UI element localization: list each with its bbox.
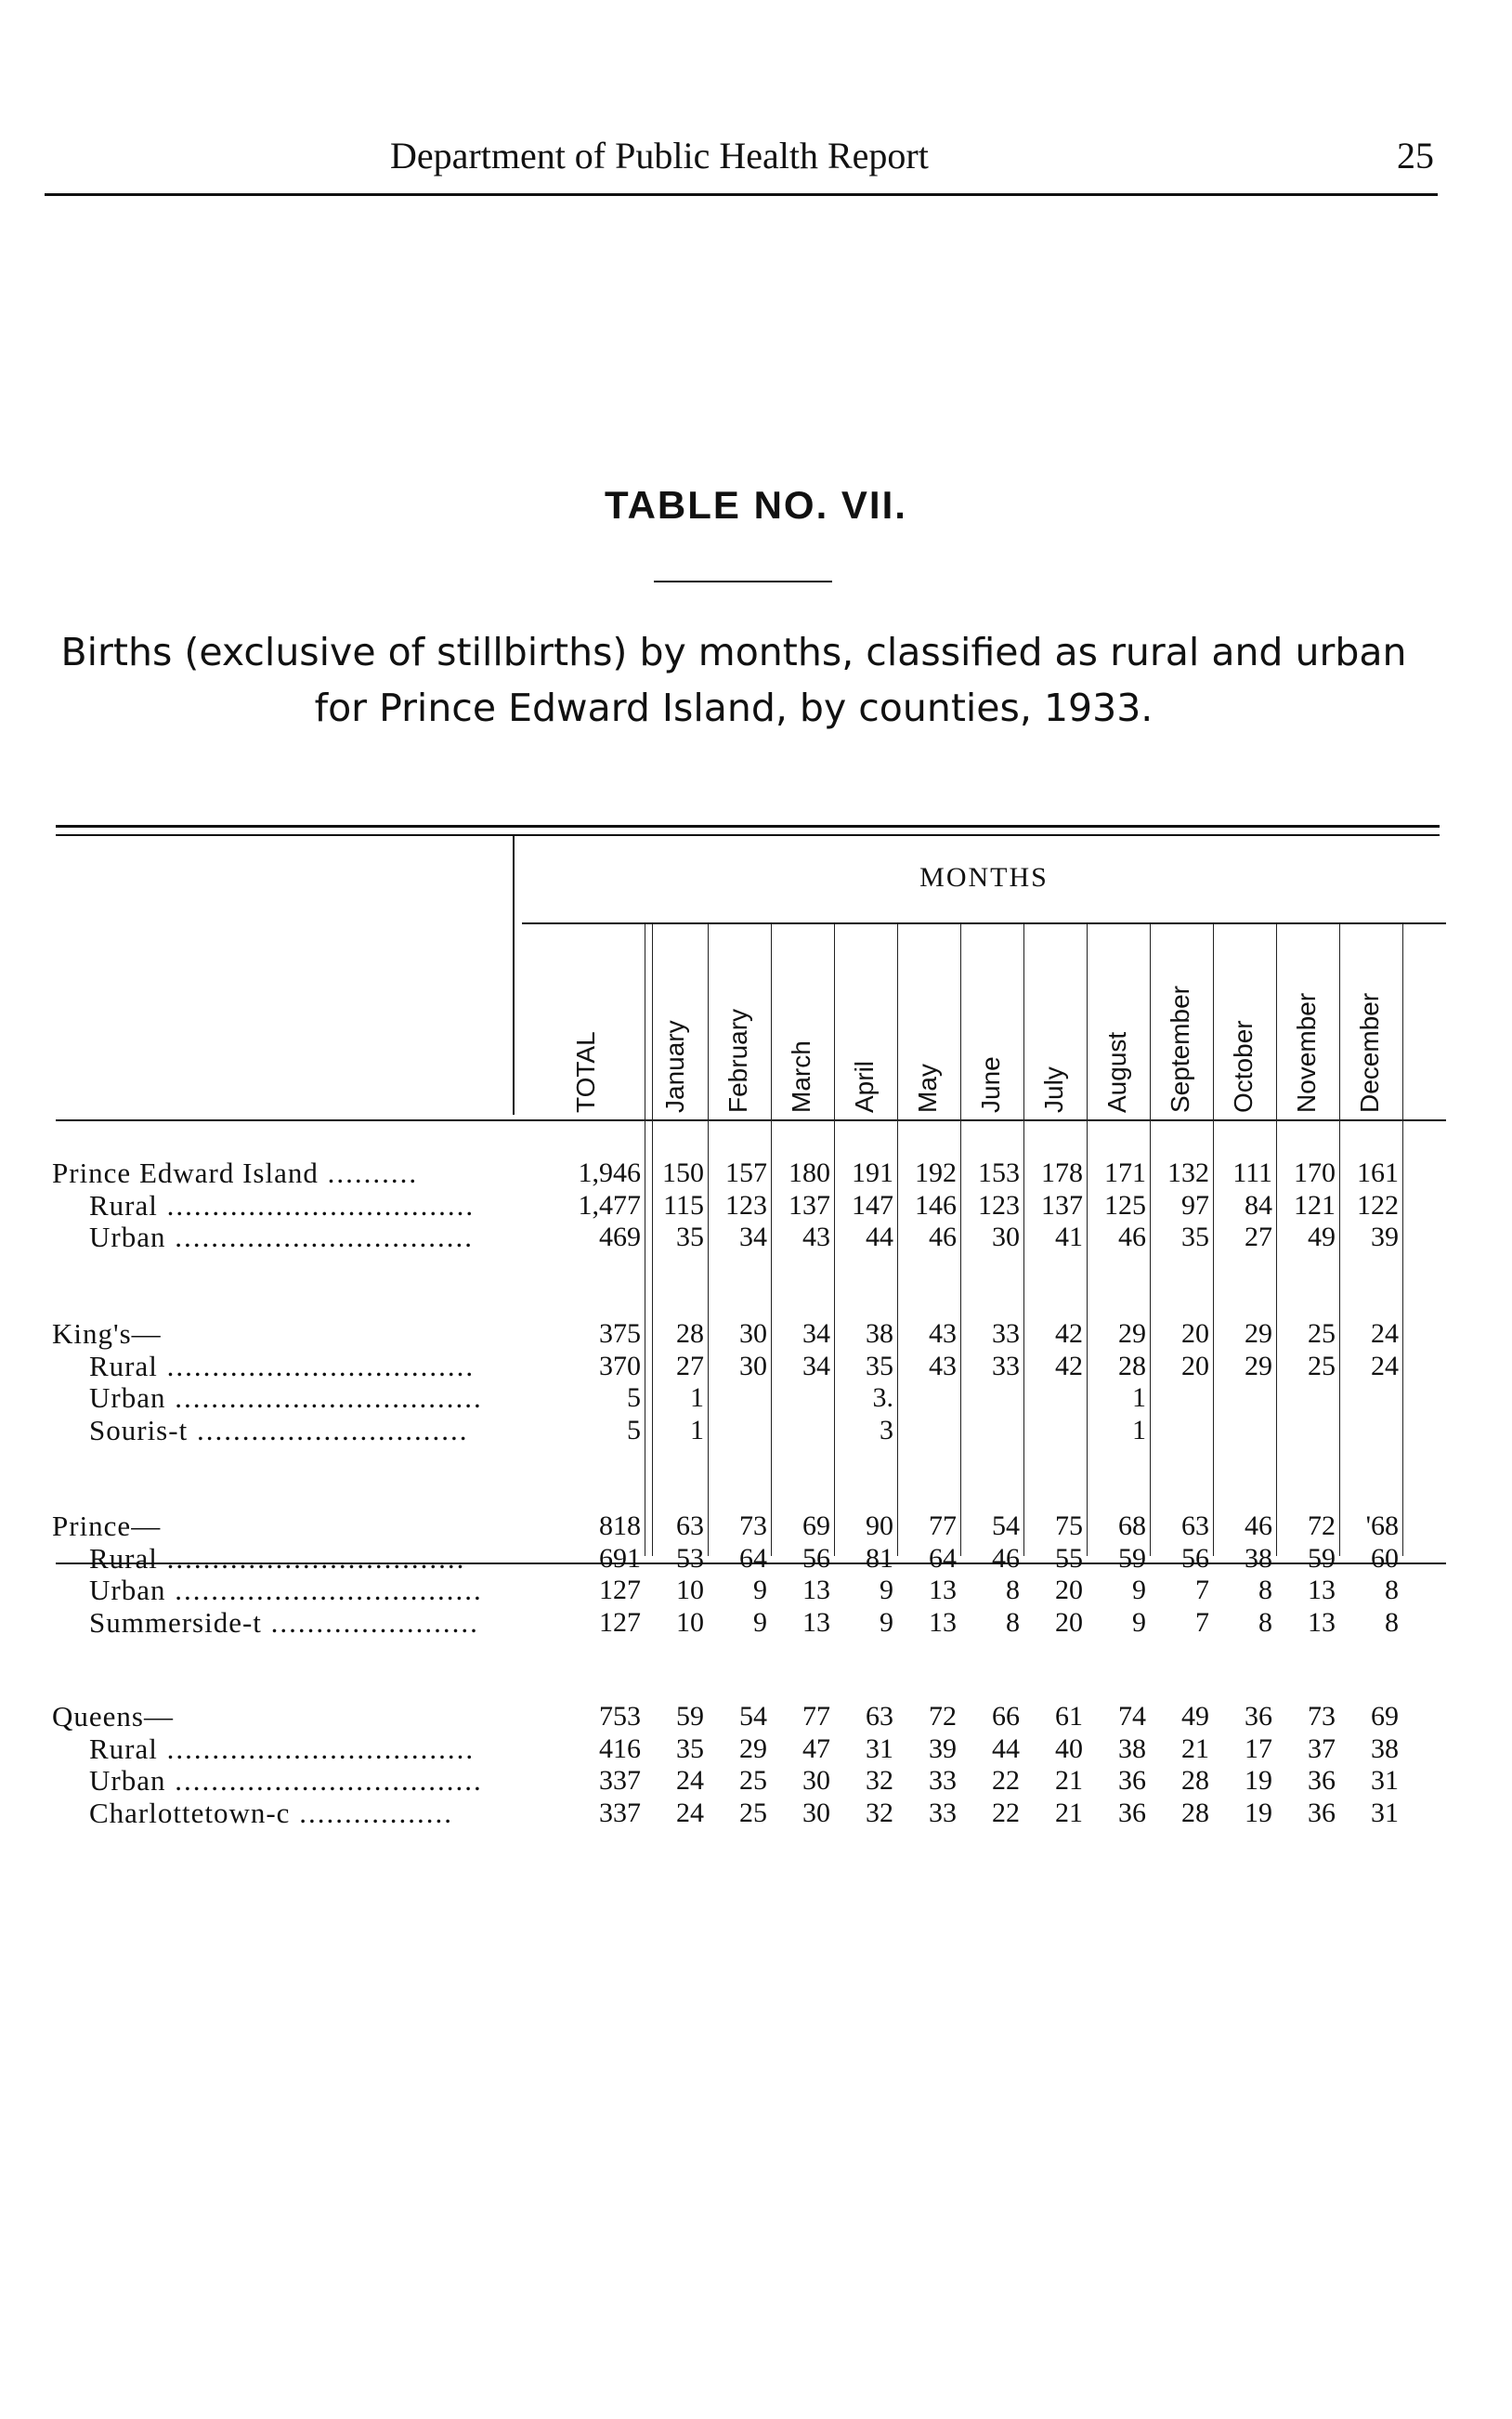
table-cell: 64 bbox=[929, 1543, 957, 1574]
table-cell: 3. bbox=[872, 1382, 893, 1413]
row-label-text: Urban bbox=[89, 1381, 166, 1414]
stub-divider bbox=[513, 836, 515, 1115]
row-label bbox=[89, 1606, 479, 1640]
table-cell: 19 bbox=[1245, 1798, 1272, 1828]
column-divider bbox=[1213, 924, 1214, 1556]
table-cell: 36 bbox=[1245, 1701, 1272, 1732]
table-cell: 127 bbox=[599, 1607, 641, 1638]
dot-leader: ................................. bbox=[157, 1542, 466, 1575]
dot-leader: .................................. bbox=[165, 1764, 483, 1797]
table-cell: 8 bbox=[1385, 1575, 1399, 1605]
table-cell: 137 bbox=[1041, 1190, 1083, 1221]
table-cell: 123 bbox=[725, 1190, 767, 1221]
table-cell: 3 bbox=[880, 1415, 893, 1445]
table-cell: 73 bbox=[739, 1510, 767, 1541]
table-cell: 1,946 bbox=[578, 1157, 641, 1188]
table-cell: 13 bbox=[1308, 1607, 1336, 1638]
table-cell: 122 bbox=[1357, 1190, 1399, 1221]
table-cell: 13 bbox=[929, 1575, 957, 1605]
table-cell: 77 bbox=[802, 1701, 830, 1732]
table-cell: 90 bbox=[866, 1510, 893, 1541]
table-cell: 55 bbox=[1055, 1543, 1083, 1574]
row-label bbox=[89, 1189, 475, 1223]
table-cell: 36 bbox=[1308, 1798, 1336, 1828]
row-label bbox=[89, 1414, 468, 1447]
table-cell: 49 bbox=[1181, 1701, 1209, 1732]
dot-leader: .................................. bbox=[165, 1574, 483, 1606]
column-divider bbox=[1150, 924, 1151, 1556]
table-cell: 10 bbox=[676, 1607, 704, 1638]
table-cell: 63 bbox=[676, 1510, 704, 1541]
table-cell: 63 bbox=[866, 1701, 893, 1732]
table-cell: 170 bbox=[1294, 1157, 1336, 1188]
dot-leader: ................................. bbox=[165, 1221, 474, 1253]
table-cell: 1 bbox=[690, 1382, 704, 1413]
table-cell: 33 bbox=[992, 1318, 1020, 1349]
column-divider bbox=[1087, 924, 1088, 1556]
column-header-march: March bbox=[787, 1040, 815, 1113]
row-label-text: Urban bbox=[89, 1574, 166, 1606]
group-label bbox=[52, 1510, 161, 1543]
table-cell: 73 bbox=[1308, 1701, 1336, 1732]
column-header-june: June bbox=[976, 1056, 1005, 1113]
table-cell: 30 bbox=[802, 1798, 830, 1828]
table-cell: 115 bbox=[663, 1190, 704, 1221]
table-cell: 24 bbox=[676, 1798, 704, 1828]
row-label-text: Rural bbox=[89, 1542, 158, 1575]
table-cell: 132 bbox=[1167, 1157, 1209, 1188]
table-cell: 20 bbox=[1055, 1607, 1083, 1638]
column-header-october: October bbox=[1229, 1020, 1258, 1113]
table-title: TABLE NO. VII. bbox=[605, 483, 907, 527]
row-label-text: Urban bbox=[89, 1221, 166, 1253]
row-label bbox=[89, 1221, 474, 1254]
table-cell: 46 bbox=[992, 1543, 1020, 1574]
table-cell: 38 bbox=[1371, 1733, 1399, 1764]
table-cell: 74 bbox=[1118, 1701, 1146, 1732]
table-cell: 7 bbox=[1195, 1575, 1209, 1605]
table-cell: 22 bbox=[992, 1798, 1020, 1828]
table-cell: 153 bbox=[978, 1157, 1020, 1188]
column-divider bbox=[897, 924, 898, 1556]
table-cell: 24 bbox=[676, 1765, 704, 1796]
table-cell: 9 bbox=[880, 1607, 893, 1638]
table-cell: 72 bbox=[1308, 1510, 1336, 1541]
table-cell: 68 bbox=[1118, 1510, 1146, 1541]
table-cell: 28 bbox=[1181, 1798, 1209, 1828]
column-divider bbox=[1339, 924, 1340, 1556]
table-cell: 171 bbox=[1104, 1157, 1146, 1188]
table-cell: 56 bbox=[802, 1543, 830, 1574]
table-cell: 31 bbox=[1371, 1798, 1399, 1828]
table-cell: 25 bbox=[739, 1765, 767, 1796]
row-label-text: Charlottetown-c bbox=[89, 1797, 291, 1829]
table-cell: 8 bbox=[1385, 1607, 1399, 1638]
table-cell: 44 bbox=[992, 1733, 1020, 1764]
dot-leader: .............................. bbox=[188, 1414, 469, 1446]
table-cell: 9 bbox=[753, 1607, 767, 1638]
table-cell: 20 bbox=[1055, 1575, 1083, 1605]
table-cell: 13 bbox=[1308, 1575, 1336, 1605]
table-cell: 146 bbox=[915, 1190, 957, 1221]
table-cell: 35 bbox=[866, 1351, 893, 1381]
table-cell: 29 bbox=[1118, 1318, 1146, 1349]
table-cell: 416 bbox=[599, 1733, 641, 1764]
table-cell: 28 bbox=[676, 1318, 704, 1349]
table-cell: 30 bbox=[992, 1222, 1020, 1252]
page-header bbox=[45, 130, 1438, 196]
table-cell: 753 bbox=[599, 1701, 641, 1732]
table-cell: 5 bbox=[627, 1415, 641, 1445]
table-cell: 125 bbox=[1104, 1190, 1146, 1221]
header-bottom-rule bbox=[56, 1119, 1446, 1121]
table-cell: 34 bbox=[739, 1222, 767, 1252]
table-cell: 7 bbox=[1195, 1607, 1209, 1638]
table-cell: 43 bbox=[929, 1318, 957, 1349]
table-cell: 13 bbox=[929, 1607, 957, 1638]
row-label-text: Souris-t bbox=[89, 1414, 189, 1446]
table-cell: 1 bbox=[690, 1415, 704, 1445]
dot-leader: .................................. bbox=[165, 1381, 483, 1414]
column-header-july: July bbox=[1039, 1066, 1068, 1113]
table-cell: 691 bbox=[599, 1543, 641, 1574]
table-cell: 147 bbox=[852, 1190, 893, 1221]
table-cell: 30 bbox=[802, 1765, 830, 1796]
table-cell: 8 bbox=[1006, 1575, 1020, 1605]
table-cell: 157 bbox=[725, 1157, 767, 1188]
column-divider bbox=[771, 924, 772, 1556]
row-label-text: Queens— bbox=[52, 1700, 174, 1733]
group-label bbox=[52, 1157, 418, 1190]
table-cell: 61 bbox=[1055, 1701, 1083, 1732]
column-header-february: February bbox=[723, 1008, 752, 1113]
table-cell: 63 bbox=[1181, 1510, 1209, 1541]
table-cell: 38 bbox=[1118, 1733, 1146, 1764]
table-cell: 9 bbox=[1132, 1607, 1146, 1638]
table-cell: 9 bbox=[1132, 1575, 1146, 1605]
row-label-text: Summerside-t bbox=[89, 1606, 262, 1639]
table-cell: 1 bbox=[1132, 1415, 1146, 1445]
table-cell: 41 bbox=[1055, 1222, 1083, 1252]
table-cell: 36 bbox=[1118, 1798, 1146, 1828]
table-cell: '68 bbox=[1365, 1510, 1399, 1541]
table-cell: 35 bbox=[676, 1222, 704, 1252]
table-cell: 19 bbox=[1245, 1765, 1272, 1796]
table-cell: 46 bbox=[1245, 1510, 1272, 1541]
table-cell: 9 bbox=[753, 1575, 767, 1605]
column-divider bbox=[1276, 924, 1277, 1556]
table-cell: 375 bbox=[599, 1318, 641, 1349]
table-cell: 40 bbox=[1055, 1733, 1083, 1764]
table-cell: 81 bbox=[866, 1543, 893, 1574]
column-header-september: September bbox=[1166, 986, 1194, 1113]
table-cell: 27 bbox=[1245, 1222, 1272, 1252]
table-cell: 20 bbox=[1181, 1318, 1209, 1349]
row-label bbox=[89, 1381, 483, 1415]
dot-leader: .................................. bbox=[157, 1350, 476, 1382]
dot-leader: ....................... bbox=[261, 1606, 479, 1639]
row-label bbox=[89, 1574, 483, 1607]
table-cell: 24 bbox=[1371, 1351, 1399, 1381]
table-cell: 29 bbox=[1245, 1318, 1272, 1349]
column-divider bbox=[708, 924, 709, 1556]
column-header-may: May bbox=[913, 1064, 942, 1113]
table-cell: 33 bbox=[929, 1765, 957, 1796]
column-divider bbox=[834, 924, 835, 1556]
title-divider bbox=[654, 581, 832, 582]
dot-leader: ................. bbox=[290, 1797, 453, 1829]
table-cell: 47 bbox=[802, 1733, 830, 1764]
table-cell: 75 bbox=[1055, 1510, 1083, 1541]
row-label bbox=[89, 1764, 483, 1798]
table-cell: 8 bbox=[1006, 1607, 1020, 1638]
table-cell: 180 bbox=[789, 1157, 830, 1188]
table-cell: 192 bbox=[915, 1157, 957, 1188]
table-cell: 8 bbox=[1258, 1607, 1272, 1638]
row-label-text: Rural bbox=[89, 1189, 158, 1222]
column-header-total: TOTAL bbox=[571, 1031, 600, 1113]
table-cell: 818 bbox=[599, 1510, 641, 1541]
table-cell: 97 bbox=[1181, 1190, 1209, 1221]
table-cell: 150 bbox=[662, 1157, 704, 1188]
table-cell: 33 bbox=[992, 1351, 1020, 1381]
row-label bbox=[89, 1797, 453, 1830]
table-cell: 39 bbox=[929, 1733, 957, 1764]
table-cell: 21 bbox=[1055, 1798, 1083, 1828]
table-cell: 25 bbox=[1308, 1318, 1336, 1349]
table-cell: 27 bbox=[676, 1351, 704, 1381]
table-cell: 69 bbox=[802, 1510, 830, 1541]
table-cell: 36 bbox=[1118, 1765, 1146, 1796]
table-cell: 30 bbox=[739, 1318, 767, 1349]
row-label-text: Rural bbox=[89, 1733, 158, 1765]
table-cell: 123 bbox=[978, 1190, 1020, 1221]
table-cell: 137 bbox=[789, 1190, 830, 1221]
table-cell: 121 bbox=[1294, 1190, 1336, 1221]
row-label-text: Prince— bbox=[52, 1510, 162, 1542]
row-label bbox=[89, 1350, 475, 1383]
table-cell: 127 bbox=[599, 1575, 641, 1605]
table-cell: 25 bbox=[1308, 1351, 1336, 1381]
table-cell: 20 bbox=[1181, 1351, 1209, 1381]
table-cell: 38 bbox=[866, 1318, 893, 1349]
dot-leader: .......... bbox=[318, 1157, 419, 1189]
table-cell: 39 bbox=[1371, 1222, 1399, 1252]
table-cell: 29 bbox=[739, 1733, 767, 1764]
table-cell: 178 bbox=[1041, 1157, 1083, 1188]
table-top-rule bbox=[56, 825, 1440, 828]
row-label-text: Urban bbox=[89, 1764, 166, 1797]
table-cell: 56 bbox=[1181, 1543, 1209, 1574]
table-cell: 44 bbox=[866, 1222, 893, 1252]
table-cell: 337 bbox=[599, 1765, 641, 1796]
table-top-rule-inner bbox=[56, 834, 1440, 836]
column-header-august: August bbox=[1102, 1031, 1131, 1113]
table-cell: 161 bbox=[1357, 1157, 1399, 1188]
table-cell: 38 bbox=[1245, 1543, 1272, 1574]
table-cell: 77 bbox=[929, 1510, 957, 1541]
table-cell: 13 bbox=[802, 1575, 830, 1605]
table-cell: 30 bbox=[739, 1351, 767, 1381]
report-title: Department of Public Health Report bbox=[390, 135, 929, 177]
column-divider bbox=[960, 924, 961, 1556]
table-cell: 469 bbox=[599, 1222, 641, 1252]
table-subtitle: Births (exclusive of stillbirths) by months, classified as rural and urban for Prince Edward Island, by counties, 1933. bbox=[60, 630, 1407, 730]
table-cell: 66 bbox=[992, 1701, 1020, 1732]
table-cell: 35 bbox=[676, 1733, 704, 1764]
table-cell: 191 bbox=[852, 1157, 893, 1188]
table-cell: 5 bbox=[627, 1382, 641, 1413]
table-cell: 9 bbox=[880, 1575, 893, 1605]
column-header-december: December bbox=[1355, 992, 1384, 1113]
table-cell: 13 bbox=[802, 1607, 830, 1638]
table-cell: 36 bbox=[1308, 1765, 1336, 1796]
table-cell: 46 bbox=[1118, 1222, 1146, 1252]
table-cell: 35 bbox=[1181, 1222, 1209, 1252]
table-cell: 25 bbox=[739, 1798, 767, 1828]
dot-leader: .................................. bbox=[157, 1733, 476, 1765]
table-cell: 28 bbox=[1118, 1351, 1146, 1381]
table-cell: 42 bbox=[1055, 1318, 1083, 1349]
table-cell: 28 bbox=[1181, 1765, 1209, 1796]
table-cell: 8 bbox=[1258, 1575, 1272, 1605]
page-number: 25 bbox=[1397, 135, 1434, 177]
table-cell: 60 bbox=[1371, 1543, 1399, 1574]
table-cell: 59 bbox=[1308, 1543, 1336, 1574]
table-cell: 111 bbox=[1232, 1157, 1272, 1188]
table-cell: 54 bbox=[992, 1510, 1020, 1541]
column-header-january: January bbox=[660, 1020, 689, 1113]
table-cell: 17 bbox=[1245, 1733, 1272, 1764]
table-cell: 37 bbox=[1308, 1733, 1336, 1764]
table-cell: 43 bbox=[802, 1222, 830, 1252]
table-cell: 46 bbox=[929, 1222, 957, 1252]
table-cell: 43 bbox=[929, 1351, 957, 1381]
table-cell: 69 bbox=[1371, 1701, 1399, 1732]
table-cell: 32 bbox=[866, 1765, 893, 1796]
table-cell: 59 bbox=[1118, 1543, 1146, 1574]
row-label bbox=[89, 1733, 475, 1766]
column-divider bbox=[1023, 924, 1024, 1556]
table-cell: 21 bbox=[1055, 1765, 1083, 1796]
table-cell: 31 bbox=[866, 1733, 893, 1764]
months-header: MONTHS bbox=[919, 862, 1049, 893]
table-cell: 49 bbox=[1308, 1222, 1336, 1252]
table-cell: 1,477 bbox=[578, 1190, 641, 1221]
row-label-text: King's— bbox=[52, 1317, 162, 1350]
column-header-april: April bbox=[850, 1060, 879, 1113]
table-cell: 21 bbox=[1181, 1733, 1209, 1764]
row-label-text: Prince Edward Island bbox=[52, 1157, 319, 1189]
table-cell: 53 bbox=[676, 1543, 704, 1574]
table-cell: 22 bbox=[992, 1765, 1020, 1796]
table-cell: 33 bbox=[929, 1798, 957, 1828]
dot-leader: .................................. bbox=[157, 1189, 476, 1222]
table-cell: 54 bbox=[739, 1701, 767, 1732]
months-rule bbox=[522, 922, 1446, 924]
table-cell: 31 bbox=[1371, 1765, 1399, 1796]
table-cell: 72 bbox=[929, 1701, 957, 1732]
table-cell: 10 bbox=[676, 1575, 704, 1605]
table-cell: 59 bbox=[676, 1701, 704, 1732]
column-divider bbox=[1402, 924, 1403, 1556]
table-cell: 84 bbox=[1245, 1190, 1272, 1221]
table-cell: 24 bbox=[1371, 1318, 1399, 1349]
row-label bbox=[89, 1542, 465, 1576]
table-cell: 42 bbox=[1055, 1351, 1083, 1381]
table-cell: 370 bbox=[599, 1351, 641, 1381]
table-cell: 1 bbox=[1132, 1382, 1146, 1413]
group-label bbox=[52, 1317, 162, 1351]
table-cell: 29 bbox=[1245, 1351, 1272, 1381]
row-label-text: Rural bbox=[89, 1350, 158, 1382]
column-header-november: November bbox=[1292, 992, 1321, 1113]
table-cell: 64 bbox=[739, 1543, 767, 1574]
table-cell: 337 bbox=[599, 1798, 641, 1828]
group-label bbox=[52, 1700, 174, 1733]
table-cell: 34 bbox=[802, 1318, 830, 1349]
table-cell: 32 bbox=[866, 1798, 893, 1828]
table-cell: 34 bbox=[802, 1351, 830, 1381]
